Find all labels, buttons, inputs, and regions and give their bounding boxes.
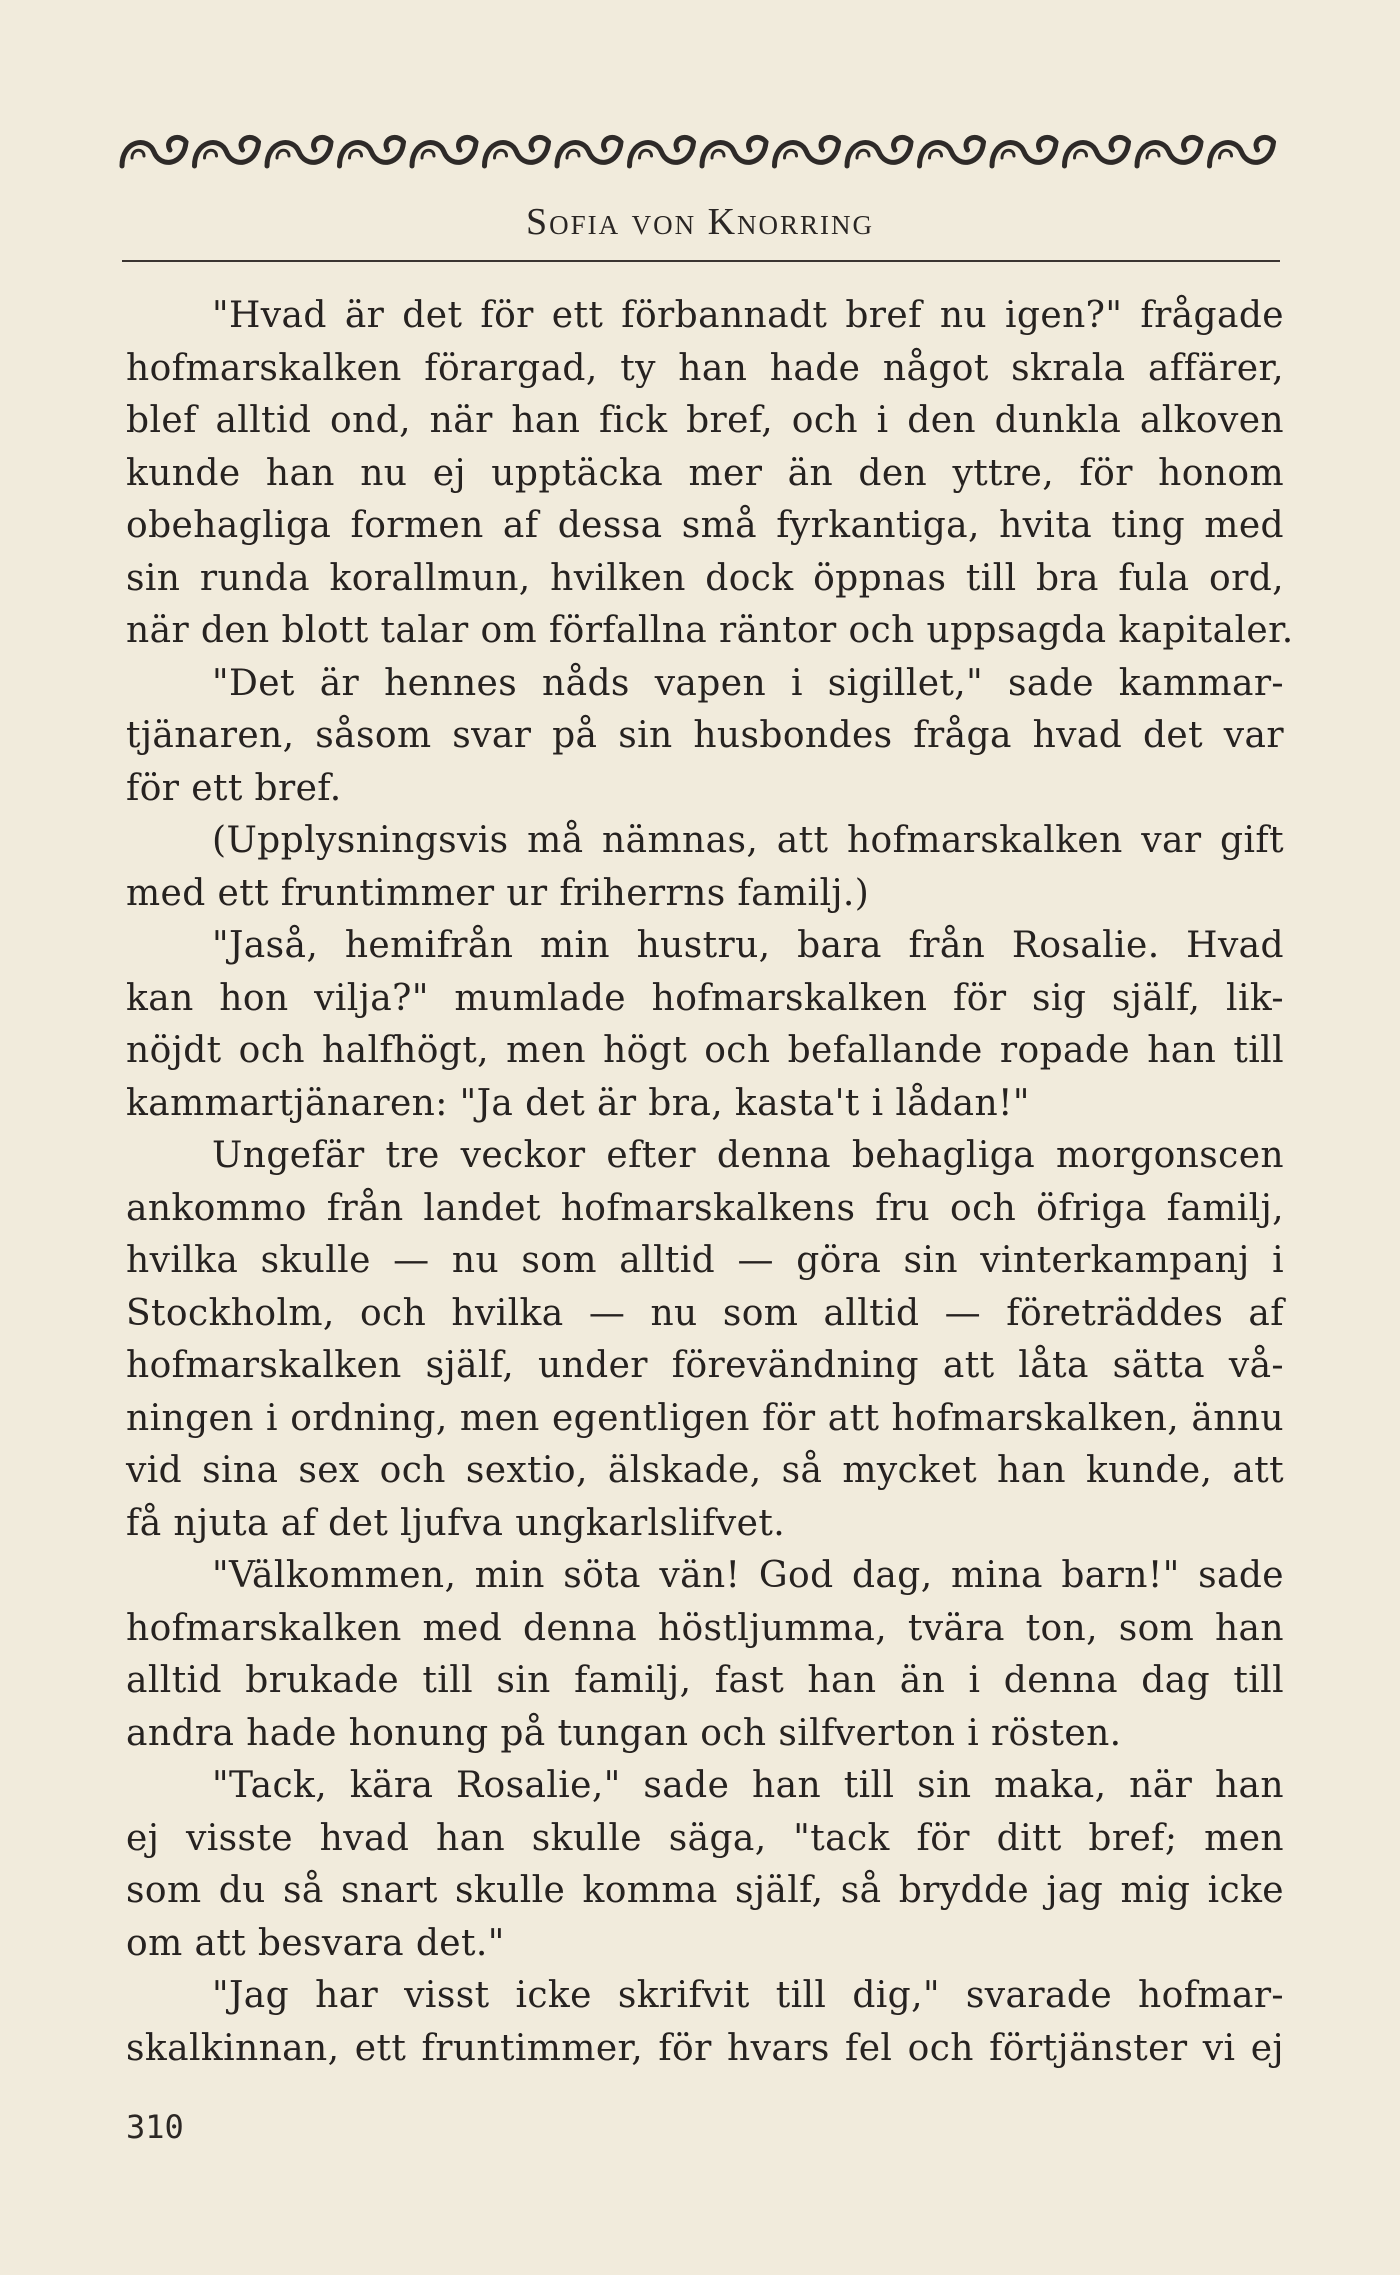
ornament-scroll xyxy=(557,137,621,166)
text-line: nöjdt och halfhögt, men högt och befallande ropade han till xyxy=(126,1030,1284,1071)
page-number: 310 xyxy=(126,2108,184,2146)
ornament-curl xyxy=(785,150,797,158)
ornament-curl xyxy=(640,150,652,158)
text-line: Stockholm, och hvilka — nu som alltid — företräddes af xyxy=(126,1292,1284,1334)
text-line: "Jaså, hemifrån min hustru, bara från Rosalie. Hvad xyxy=(212,925,1284,966)
text-line: "Det är hennes nåds vapen i sigillet," sade kammar- xyxy=(212,662,1284,704)
text-line: kunde han nu ej upptäcka mer än den yttre, för honom xyxy=(126,452,1284,494)
text-line: för ett bref. xyxy=(126,767,342,809)
ornament-scroll xyxy=(195,137,259,166)
text-line: hofmarskalken själf, under förevändning att låta sätta vå- xyxy=(126,1345,1284,1386)
ornament-scroll xyxy=(267,137,331,166)
ornament-curl xyxy=(857,150,869,158)
ornament-scroll xyxy=(775,137,839,166)
ornament-scroll xyxy=(412,137,476,166)
ornament-scroll xyxy=(630,137,694,166)
text-line: om att besvara det." xyxy=(126,1922,505,1964)
text-line: tjänaren, såsom svar på sin husbondes fråga hvad det var xyxy=(126,715,1284,756)
ornament-scroll xyxy=(485,137,549,166)
text-line: få njuta af det ljufva ungkarlslifvet. xyxy=(126,1502,786,1544)
header-rule xyxy=(122,260,1280,262)
text-line: kammartjänaren: "Ja det är bra, kasta't i lådan!" xyxy=(126,1082,1030,1124)
ornament-scroll xyxy=(920,137,984,166)
text-line: hofmarskalken med denna höstljumma, tvära ton, som han xyxy=(126,1607,1284,1649)
text-line: skalkinnan, ett fruntimmer, för hvars fel och förtjänster vi ej xyxy=(126,2027,1284,2069)
ornament-curl xyxy=(1075,150,1087,158)
text-line: "Hvad är det för ett förbannadt bref nu igen?" frågade xyxy=(212,295,1284,336)
text-line: andra hade honung på tungan och silfverton i rösten. xyxy=(126,1712,1122,1754)
ornament-curl xyxy=(1147,150,1159,158)
text-line: ankommo från landet hofmarskalkens fru och öfriga familj, xyxy=(126,1187,1284,1229)
text-line: som du så snart skulle komma själf, så brydde jag mig icke xyxy=(126,1870,1284,1911)
text-line: alltid brukade till sin familj, fast han än i denna dag till xyxy=(126,1660,1284,1701)
ornament-curl xyxy=(1220,150,1232,158)
ornament-curl xyxy=(1002,150,1014,158)
text-line: ej visste hvad han skulle säga, "tack för ditt bref; men xyxy=(126,1817,1284,1859)
text-line: kan hon vilja?" mumlade hofmarskalken för sig själf, lik- xyxy=(126,977,1284,1019)
ornament-scroll xyxy=(992,137,1056,166)
ornament-curl xyxy=(132,150,144,158)
ornament-scroll xyxy=(122,137,186,166)
text-line: vid sina sex och sextio, älskade, så mycket han kunde, att xyxy=(126,1450,1284,1491)
ornament-curl xyxy=(350,150,362,158)
text-line: med ett fruntimmer ur friherrns familj.) xyxy=(126,872,870,914)
ornament-curl xyxy=(422,150,434,158)
scroll-wave-ornament-icon xyxy=(118,118,1278,186)
body-text xyxy=(126,290,1294,2075)
ornament-curl xyxy=(205,150,217,158)
text-line: "Välkommen, min söta vän! God dag, mina barn!" sade xyxy=(212,1555,1284,1596)
ornament-scroll xyxy=(702,137,766,166)
text-line: "Tack, kära Rosalie," sade han till sin maka, när han xyxy=(212,1765,1284,1806)
text-line: sin runda korallmun, hvilken dock öppnas till bra fula ord, xyxy=(126,557,1284,599)
ornament-scroll xyxy=(1137,137,1201,166)
ornament-scroll xyxy=(847,137,911,166)
ornament-curl xyxy=(567,150,579,158)
ornament-scroll xyxy=(340,137,404,166)
text-line: "Jag har visst icke skrifvit till dig," svarade hofmar- xyxy=(212,1975,1284,2016)
ornament-scroll xyxy=(1065,137,1129,166)
ornament-curl xyxy=(930,150,942,158)
text-line: ningen i ordning, men egentligen för att hofmarskalken, ännu xyxy=(126,1397,1284,1439)
ornament-curl xyxy=(712,150,724,158)
text-line: (Upplysningsvis må nämnas, att hofmarskalken var gift xyxy=(212,820,1284,861)
ornament-scroll xyxy=(1210,137,1274,166)
text-line: blef alltid ond, när han fick bref, och i den dunkla alkoven xyxy=(126,400,1284,441)
text-line: hofmarskalken förargad, ty han hade något skrala affärer, xyxy=(126,347,1284,389)
running-header-title: Sofia von Knorring xyxy=(525,201,875,243)
ornament-curl xyxy=(495,150,507,158)
text-line: Ungefär tre veckor efter denna behagliga morgonscen xyxy=(212,1135,1284,1176)
ornament-curl xyxy=(277,150,289,158)
text-line: hvilka skulle — nu som alltid — göra sin vinterkampanj i xyxy=(126,1240,1284,1281)
text-line: obehagliga formen af dessa små fyrkantiga, hvita ting med xyxy=(126,505,1284,546)
text-line: när den blott talar om förfallna räntor och uppsagda kapitaler. xyxy=(126,610,1294,651)
